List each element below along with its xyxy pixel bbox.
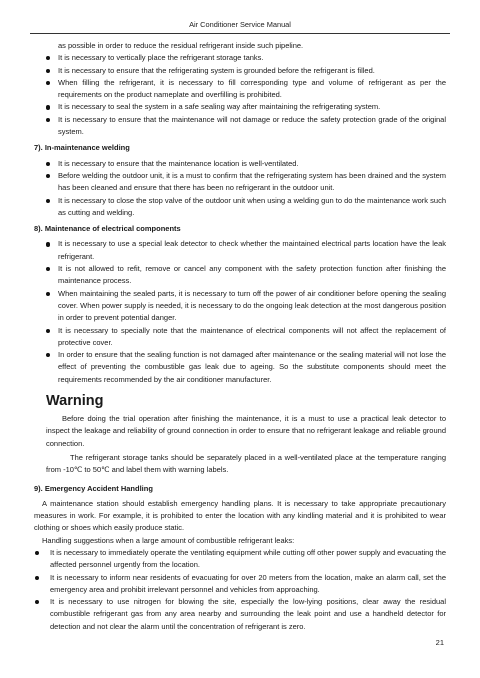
page-number: 21 — [435, 638, 444, 647]
section-heading-emergency: 9). Emergency Accident Handling — [34, 483, 153, 493]
list-item: Before welding the outdoor unit, it is a must to confirm that the refrigerating system has been drained and the system has been cleaned and ensure that there has been no refrigerant in the outdoor unit. — [34, 170, 446, 195]
intro-continuation: as possible in order to reduce the residual refrigerant inside such pipeline. — [58, 41, 304, 50]
page-content — [34, 40, 446, 633]
bullet-icon — [46, 329, 50, 333]
list-item: In order to ensure that the sealing function is not damaged after maintenance or the sealing material will not lose the effect of preventing the combustible gas leak due to ageing. So the substitute components should meet the requirements recommended by the air conditioner manufacturer. — [34, 349, 446, 386]
bullet-icon — [46, 267, 50, 271]
list-item: It is necessary to ensure that the refrigerating system is grounded before the refrigerant is filled. — [34, 65, 446, 77]
bullet-icon — [46, 162, 50, 166]
bullet-icon — [46, 353, 50, 357]
intro-bullet-list — [34, 52, 446, 138]
list-item: It is necessary to close the stop valve of the outdoor unit when using a welding gun to do the maintenance work such as cutting and welding. — [34, 195, 446, 220]
list-item: When maintaining the sealed parts, it is necessary to turn off the power of air conditioner before opening the sealing cover. When power supply is needed, it is necessary to do the ongoing leak detection at the most dangerous position in order to prevent potential danger. — [34, 288, 446, 325]
bullet-icon — [35, 551, 39, 555]
list-item: It is necessary to use a special leak detector to check whether the maintained electrical parts location have the leak refrigerant. — [34, 238, 446, 263]
bullet-icon — [35, 576, 39, 580]
emergency-bullet-list — [34, 547, 446, 633]
bullet-icon — [46, 199, 50, 203]
warning-title: Warning — [46, 393, 104, 410]
bullet-icon — [46, 69, 50, 73]
list-item: It is not allowed to refit, remove or cancel any component with the safety protection function after finishing the maintenance process. — [34, 263, 446, 288]
bullet-icon — [46, 81, 50, 85]
list-item: It is necessary to immediately operate the ventilating equipment while cutting off other power supply and evacuating the affected personnel urgently from the location. — [34, 547, 446, 572]
list-item: It is necessary to ensure that the maintenance location is well-ventilated. — [34, 158, 446, 170]
bullet-icon — [46, 174, 50, 178]
bullet-icon — [46, 105, 50, 109]
list-item: It is necessary to ensure that the maintenance will not damage or reduce the safety protection grade of the original system. — [34, 114, 446, 139]
emergency-paragraph-2: Handling suggestions when a large amount of combustible refrigerant leaks: — [42, 535, 295, 545]
warning-paragraph-2: The refrigerant storage tanks should be separately placed in a well-ventilated place at the temperature ranging from -10℃ to 50℃ and label them with warning labels. — [46, 452, 446, 475]
welding-bullet-list — [34, 158, 446, 219]
header-divider — [30, 33, 450, 34]
electrical-bullet-list — [34, 238, 446, 386]
list-item: It is necessary to inform near residents of evacuating for over 20 meters from the location, make an alarm call, set the emergency area and prohibit irrelevant personnel and vehicles from approaching. — [34, 572, 446, 597]
list-item: It is necessary to use nitrogen for blowing the site, especially the low-lying positions, clear away the residual combustible refrigerant gas from any area nearby and surrounding the leak point and use a handheld detector for detection and not clear the alarm until the concentration of refrigerant is zero. — [34, 596, 446, 633]
section-heading-electrical: 8). Maintenance of electrical components — [34, 224, 181, 234]
emergency-paragraph-1: A maintenance station should establish emergency handling plans. It is necessary to take appropriate precautionary measures in work. For example, it is prohibited to enter the location with any kindling material and it is prohibited to wear clothing or shoes which easily produce static. — [34, 498, 446, 533]
bullet-icon — [46, 118, 50, 122]
bullet-icon — [46, 292, 50, 296]
bullet-icon — [35, 600, 39, 604]
bullet-icon — [46, 242, 50, 246]
warning-paragraph-1: Before doing the trial operation after finishing the maintenance, it is a must to use a practical leak detector to inspect the leakage and reliability of ground connection in order to ensure that no refrigerant leakage and reliable ground connection. — [46, 414, 446, 448]
list-item: It is necessary to seal the system in a safe sealing way after maintaining the refrigerating system. — [34, 101, 446, 113]
list-item: It is necessary to specially note that the maintenance of electrical components will not affect the replacement of protective cover. — [34, 325, 446, 350]
bullet-icon — [46, 56, 50, 60]
list-item: When filling the refrigerant, it is necessary to fill corresponding type and volume of refrigerant as per the requirements on the product nameplate and overfilling is prohibited. — [34, 77, 446, 102]
page-header-title: Air Conditioner Service Manual — [189, 20, 291, 29]
section-heading-welding: 7). In-maintenance welding — [34, 143, 130, 153]
list-item: It is necessary to vertically place the refrigerant storage tanks. — [34, 52, 446, 64]
